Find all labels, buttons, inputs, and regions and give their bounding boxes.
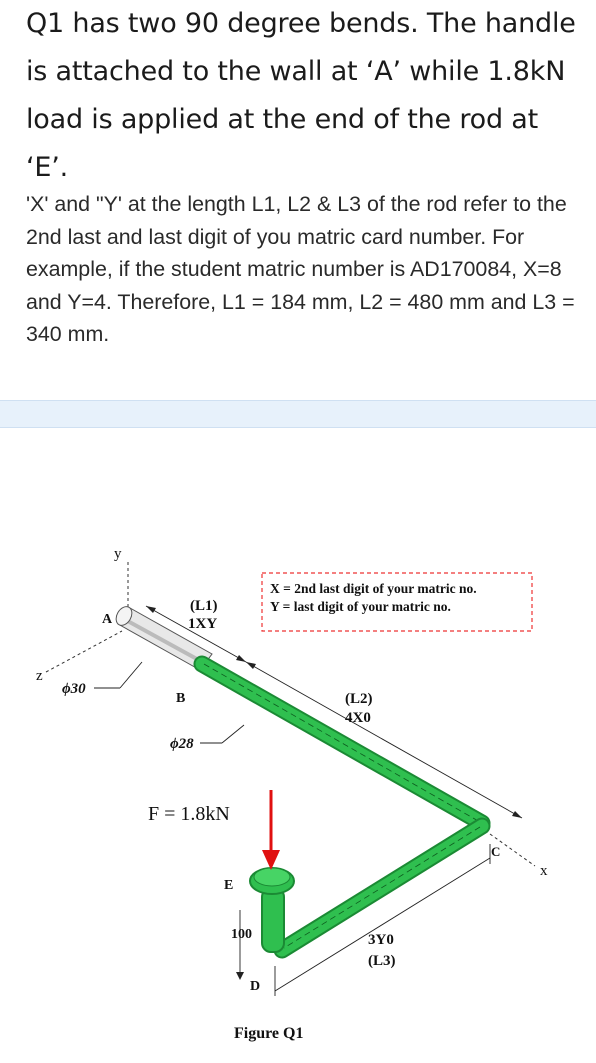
l1-name-label: (L1): [190, 598, 218, 614]
l2-arrow-a: [246, 662, 256, 669]
z-axis-label: z: [36, 668, 43, 684]
d100-label: 100: [231, 927, 252, 942]
x-axis-label: x: [540, 863, 548, 879]
legend-y-def: Y = last digit of your matric no.: [270, 599, 451, 614]
l1-arrow-a: [146, 606, 156, 613]
question-text: Q1 has two 90 degree bends. The handle is attached to the wall at ‘A’ while 1.8kN load is applied at the end of the rod at ‘E’.: [26, 8, 576, 183]
point-d-label: D: [250, 979, 261, 994]
l2-dim-line: [246, 662, 522, 818]
dia28-label: ϕ28: [170, 736, 194, 752]
point-e-label: E: [224, 878, 234, 893]
note-text: 'X' and "Y' at the length L1, L2 & L3 of the rod refer to the 2nd last and last digit of you matric card number. For example, if the student matric number is AD170084, X=8 and Y=4. Therefore, L1 = 184 mm, L2 = 480 mm and L3 = 340 mm.: [26, 192, 575, 347]
l1-value-label: 1XY: [188, 616, 218, 632]
force-label: F = 1.8kN: [148, 803, 230, 825]
dia30-label: ϕ30: [62, 681, 86, 697]
point-b-label: B: [176, 691, 186, 706]
dia30-leader-diag: [120, 662, 142, 688]
l2-value-label: 4X0: [345, 710, 371, 726]
l2-name-label: (L2): [345, 691, 373, 707]
l1-arrow-b: [236, 655, 246, 662]
figure-q1: [0, 426, 596, 1063]
force-arrow-head: [262, 850, 280, 870]
rod-cd-centerline: [284, 827, 480, 948]
rod-e-cap-top: [254, 868, 290, 886]
rod-de: [262, 888, 284, 952]
point-a-label: A: [102, 612, 113, 627]
y-axis-label: y: [114, 546, 122, 562]
z-axis: [46, 631, 122, 672]
divider-band: [0, 400, 596, 428]
dia28-leader-diag: [222, 725, 244, 743]
legend-x-def: X = 2nd last digit of your matric no.: [270, 581, 477, 596]
figure-caption: Figure Q1: [234, 1025, 304, 1042]
d100-arrow: [236, 972, 244, 980]
point-c-label: C: [491, 844, 501, 859]
l2-arrow-b: [512, 811, 522, 818]
l3-name-label: (L3): [368, 953, 396, 969]
l3-value-label: 3Y0: [368, 932, 394, 948]
